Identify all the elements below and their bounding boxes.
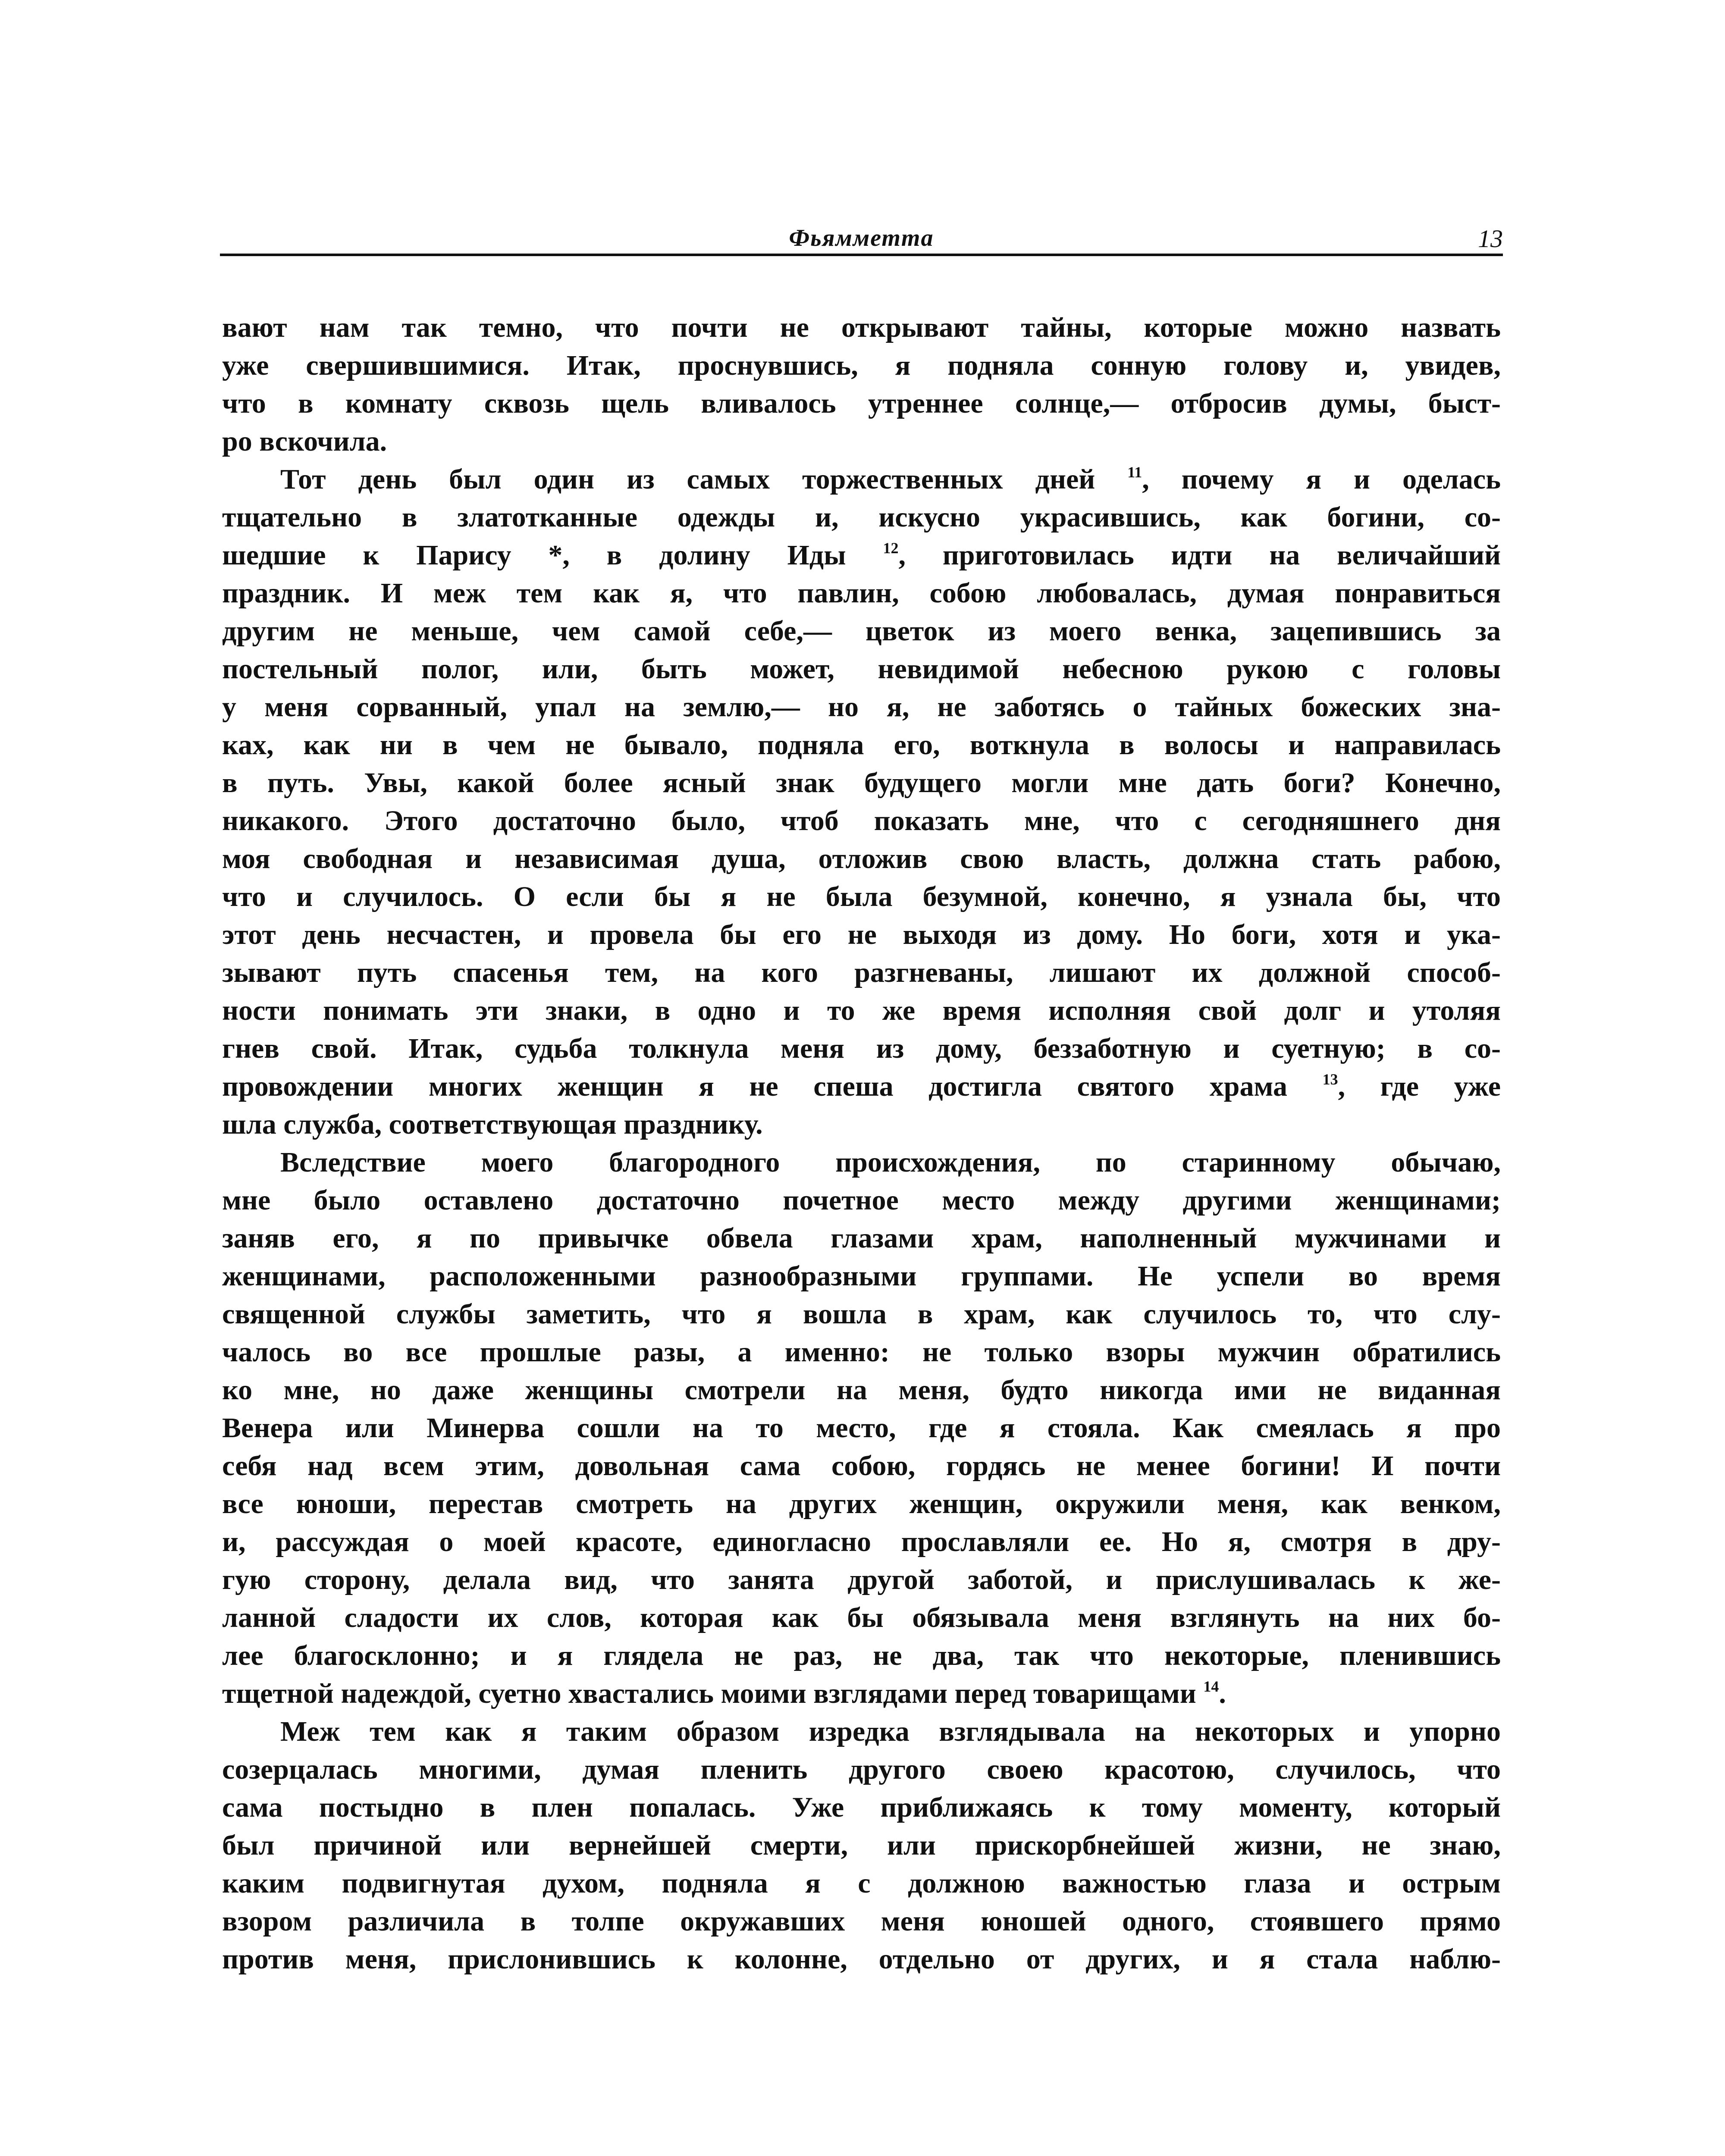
text-line: взором различила в толпе окружавших меня юношей одного, стоявшего прямо — [222, 1905, 1501, 1937]
text-line: Тот день был один из самых торжественных дней $^{11}$, почему я и оделась — [280, 464, 1501, 495]
text-line: у меня сорванный, упал на землю,— но я, не заботясь о тайных божеских зна- — [222, 691, 1501, 723]
page-number: 13 — [1478, 225, 1503, 253]
text-line: моя свободная и независимая душа, отложив свою власть, должна стать рабою, — [222, 843, 1501, 874]
text-line: уже свершившимися. Итак, проснувшись, я подняла сонную голову и, увидев, — [222, 350, 1501, 381]
footnote-marker[interactable]: 13 — [1322, 1071, 1338, 1088]
text-line: ности понимать эти знаки, в одно и то же время исполняя свой долг и утоляя — [222, 995, 1501, 1026]
text-line: другим не меньше, чем самой себе,— цветок из моего венка, зацепившись за — [222, 615, 1501, 647]
text-line: праздник. И меж тем как я, что павлин, собою любовалась, думая понравиться — [222, 577, 1501, 609]
footnote-marker[interactable]: 11 — [1127, 464, 1142, 481]
header-rule — [220, 254, 1503, 256]
text-line: в путь. Увы, какой более ясный знак будущего могли мне дать боги? Конечно, — [222, 767, 1501, 799]
footnote-marker[interactable]: 14 — [1203, 1678, 1219, 1695]
text-line: вают нам так темно, что почти не открывают тайны, которые можно назвать — [222, 312, 1501, 343]
text-line: был причиной или вернейшей смерти, или прискорбнейшей жизни, не знаю, — [222, 1830, 1501, 1861]
body-text — [222, 309, 1501, 1978]
text-line: заняв его, я по привычке обвела глазами храм, наполненный мужчинами и — [222, 1222, 1501, 1254]
text-line: постельный полог, или, быть может, невидимой небесною рукою с головы — [222, 653, 1501, 685]
text-line: созерцалась многими, думая пленить другого своею красотою, случилось, что — [222, 1754, 1501, 1785]
paragraph — [222, 1713, 1501, 1978]
text-line: тщетной надеждой, суетно хвастались моими взглядами перед товарищами $^{14}$. — [222, 1678, 1226, 1709]
text-line: этот день несчастен, и провела бы его не выходя из дому. Но боги, хотя и ука- — [222, 919, 1501, 950]
text-line: себя над всем этим, довольная сама собою, гордясь не менее богини! И почти — [222, 1450, 1501, 1482]
text-line: ро вскочила. — [222, 426, 387, 457]
text-line: тщательно в златотканные одежды и, искусно украсившись, как богини, со- — [222, 501, 1501, 533]
text-line: женщинами, расположенными разнообразными группами. Не успели во время — [222, 1260, 1501, 1292]
text-line: все юноши, перестав смотреть на других женщин, окружили меня, как венком, — [222, 1488, 1501, 1520]
text-line: Вследствие моего благородного происхождения, по старинному обычаю, — [280, 1147, 1501, 1178]
text-line: гую сторону, делала вид, что занята другой заботой, и прислушивалась к же- — [222, 1564, 1501, 1595]
text-line: чалось во все прошлые разы, а именно: не только взоры мужчин обратились — [222, 1336, 1501, 1368]
text-line: мне было оставлено достаточно почетное место между другими женщинами; — [222, 1185, 1501, 1216]
text-line: гнев свой. Итак, судьба толкнула меня из дому, беззаботную и суетную; в со- — [222, 1033, 1501, 1064]
text-line: зывают путь спасенья тем, на кого разгневаны, лишают их должной способ- — [222, 957, 1501, 988]
text-line: ках, как ни в чем не бывало, подняла его, воткнула в волосы и направилась — [222, 729, 1501, 761]
text-line: что в комнату сквозь щель вливалось утреннее солнце,— отбросив думы, быст- — [222, 388, 1501, 419]
text-line: что и случилось. О если бы я не была безумной, конечно, я узнала бы, что — [222, 881, 1501, 912]
text-line: никакого. Этого достаточно было, чтоб показать мне, что с сегодняшнего дня — [222, 805, 1501, 837]
text-line: сама постыдно в плен попалась. Уже приближаясь к тому моменту, который — [222, 1792, 1501, 1823]
paragraph — [222, 1144, 1501, 1713]
text-line: против меня, прислонившись к колонне, отдельно от других, и я стала наблю- — [222, 1943, 1501, 1975]
running-title: Фьямметта — [789, 225, 934, 251]
text-line: Меж тем как я таким образом изредка взглядывала на некоторых и упорно — [280, 1716, 1501, 1747]
text-line: ко мне, но даже женщины смотрели на меня, будто никогда ими не виданная — [222, 1374, 1501, 1406]
text-line: шедшие к Парису *, в долину Иды $^{12}$, приготовилась идти на величайший — [222, 539, 1501, 571]
paragraph — [222, 461, 1501, 1144]
text-line: шла служба, соответствующая празднику. — [222, 1109, 763, 1140]
text-line: ланной сладости их слов, которая как бы обязывала меня взглянуть на них бо- — [222, 1602, 1501, 1633]
text-line: лее благосклонно; и я глядела не раз, не два, так что некоторые, пленившись — [222, 1640, 1501, 1671]
paragraph — [222, 309, 1501, 461]
text-line: священной службы заметить, что я вошла в храм, как случилось то, что слу- — [222, 1298, 1501, 1330]
text-line: Венера или Минерва сошли на то место, где я стояла. Как смеялась я про — [222, 1412, 1501, 1444]
text-line: и, рассуждая о моей красоте, единогласно прославляли ее. Но я, смотря в дру- — [222, 1526, 1501, 1557]
text-line: каким подвигнутая духом, подняла я с должною важностью глаза и острым — [222, 1868, 1501, 1899]
running-header — [220, 224, 1503, 254]
text-line: провождении многих женщин я не спеша достигла святого храма $^{13}$, где уже — [222, 1071, 1501, 1102]
footnote-marker[interactable]: 12 — [883, 539, 899, 557]
